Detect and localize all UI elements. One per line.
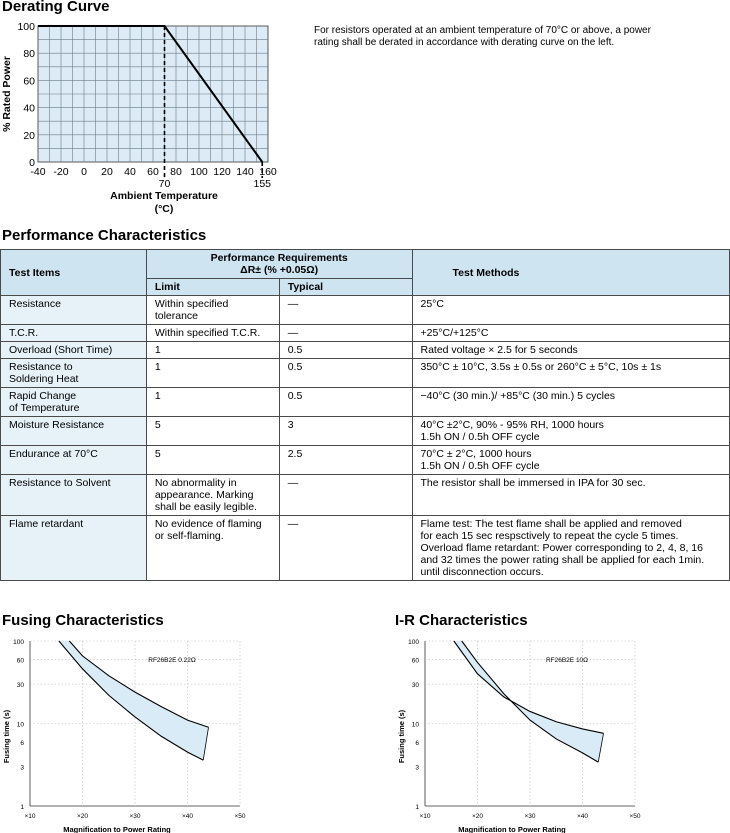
cell-typical: 2.5 xyxy=(279,446,412,475)
x-tick-label: 140 xyxy=(236,166,254,178)
cell-test-method: 25°C xyxy=(412,296,730,325)
cell-test-item: Rapid Change of Temperature xyxy=(1,388,147,417)
y-axis-label: Fusing time (s) xyxy=(2,709,11,764)
legend-label: RF26B2E 10Ω xyxy=(545,657,589,664)
cell-limit: 1 xyxy=(146,342,279,359)
table-row xyxy=(1,359,730,388)
y-tick-label: 60 xyxy=(411,657,419,665)
cell-test-method: +25°C/+125°C xyxy=(412,325,730,342)
cell-typical: 0.5 xyxy=(279,359,412,388)
fusing-title: Fusing Characteristics xyxy=(2,612,164,629)
x-axis-label: Magnification to Power Rating xyxy=(63,825,171,833)
x-tick-label: 100 xyxy=(190,166,208,178)
cell-test-item: Flame retardant xyxy=(1,516,147,581)
cell-test-method: −40°C (30 min.)/ +85°C (30 min.) 5 cycles xyxy=(412,388,730,417)
x-tick-label: 120 xyxy=(213,166,231,178)
cell-limit: 5 xyxy=(146,446,279,475)
y-tick-label: 60 xyxy=(23,75,35,88)
cell-limit: 1 xyxy=(146,359,279,388)
cell-limit: No evidence of flaming or self-flaming. xyxy=(146,516,279,581)
header-requirements-line1: Performance Requirements xyxy=(210,252,348,264)
cell-test-item: Moisture Resistance xyxy=(1,417,147,446)
table-row xyxy=(1,325,730,342)
derating-chart xyxy=(0,15,300,240)
cell-typical: 3 xyxy=(279,417,412,446)
y-tick-label: 30 xyxy=(16,682,24,690)
y-tick-label: 10 xyxy=(411,721,419,729)
table-row xyxy=(1,296,730,325)
header-performance-requirements xyxy=(146,250,412,279)
x-tick-label: ×20 xyxy=(76,813,89,820)
x-tick-label: 60 xyxy=(147,166,159,178)
x-tick-label: ×30 xyxy=(524,813,536,820)
header-test-items: Test Items xyxy=(1,250,147,296)
x-tick-label: ×50 xyxy=(234,813,246,820)
x-tick-label: ×50 xyxy=(629,813,641,820)
y-tick-label: 30 xyxy=(411,682,419,690)
x-tick-label: ×20 xyxy=(471,813,484,820)
cell-test-item: Overload (Short Time) xyxy=(1,342,147,359)
y-tick-label: 6 xyxy=(20,739,24,747)
table-row xyxy=(1,516,730,581)
x-tick-label: ×10 xyxy=(419,813,431,820)
cell-test-method: Flame test: The test flame shall be applied and removed for each 15 sec respsctively to repeat the cycle 5 times. Overload flame retardant: Power corresponding to 2, 4, 8, 16 and 32 times the power rating shall be applied for each 1min. until disconnection occurs. xyxy=(412,516,730,581)
header-limit: Limit xyxy=(146,279,279,296)
y-tick-label: 80 xyxy=(23,48,35,61)
y-tick-label: 60 xyxy=(16,657,24,665)
y-tick-label: 20 xyxy=(23,129,35,142)
y-tick-label: 10 xyxy=(16,721,24,729)
y-tick-label: 3 xyxy=(415,764,419,772)
y-tick-label: 100 xyxy=(17,21,35,33)
table-row xyxy=(1,475,730,516)
ir-title: I-R Characteristics xyxy=(395,612,528,629)
cell-typical: — xyxy=(279,296,412,325)
y-tick-label: 1 xyxy=(415,804,419,811)
y-tick-label: 100 xyxy=(408,639,419,646)
x-axis-label: Magnification to Power Rating xyxy=(458,825,566,833)
cell-limit: No abnormality in appearance. Marking shall be easily legible. xyxy=(146,475,279,516)
cell-limit: Within specified tolerance xyxy=(146,296,279,325)
cell-typical: 0.5 xyxy=(279,342,412,359)
cell-limit: 5 xyxy=(146,417,279,446)
x-tick-label: -40 xyxy=(30,166,46,178)
legend-label: RF26B2E 0.22Ω xyxy=(148,657,196,664)
table-row xyxy=(1,417,730,446)
table-row xyxy=(1,446,730,475)
derating-ylabel: % Rated Power xyxy=(1,56,13,132)
x-tick-label: 160 xyxy=(259,166,277,178)
y-axis-label: Fusing time (s) xyxy=(397,709,406,764)
derating-note: For resistors operated at an ambient temperature of 70°C or above, a power rating shall be derated in accordance with derating curve on the left. xyxy=(314,25,651,48)
x-tick-label: 20 xyxy=(101,166,113,178)
cell-test-item: T.C.R. xyxy=(1,325,147,342)
x-tick-label: ×10 xyxy=(24,813,36,820)
table-row xyxy=(1,342,730,359)
y-tick-label: 0 xyxy=(29,157,35,169)
marker-label: 155 xyxy=(253,178,272,190)
cell-test-item: Endurance at 70°C xyxy=(1,446,147,475)
cell-typical: — xyxy=(279,475,412,516)
ir-chart xyxy=(395,633,645,833)
x-tick-label: 40 xyxy=(124,166,136,178)
x-tick-label: -20 xyxy=(53,166,69,178)
y-tick-label: 1 xyxy=(20,804,24,811)
derating-xlabel: Ambient Temperature xyxy=(110,190,218,202)
cell-typical: — xyxy=(279,325,412,342)
y-tick-label: 100 xyxy=(13,639,24,646)
y-tick-label: 3 xyxy=(20,764,24,772)
header-requirements-line2: ΔR± (% +0.05Ω) xyxy=(240,264,319,276)
marker-label: 70 xyxy=(158,178,171,190)
derating-xlabel-unit: (°C) xyxy=(154,203,174,215)
cell-test-method: 70°C ± 2°C, 1000 hours 1.5h ON / 0.5h OFF cycle xyxy=(412,446,730,475)
x-tick-label: ×30 xyxy=(129,813,141,820)
cell-test-method: 40°C ±2°C, 90% - 95% RH, 1000 hours 1.5h ON / 0.5h OFF cycle xyxy=(412,417,730,446)
performance-title: Performance Characteristics xyxy=(2,227,207,244)
performance-table xyxy=(0,249,730,581)
x-tick-label: ×40 xyxy=(576,813,589,820)
cell-test-item: Resistance xyxy=(1,296,147,325)
cell-test-method: 350°C ± 10°C, 3.5s ± 0.5s or 260°C ± 5°C, 10s ± 1s xyxy=(412,359,730,388)
cell-typical: 0.5 xyxy=(279,388,412,417)
derating-title: Derating Curve xyxy=(2,0,110,15)
x-tick-label: 0 xyxy=(81,166,87,178)
fusing-chart xyxy=(0,633,250,833)
cell-limit: 1 xyxy=(146,388,279,417)
cell-test-item: Resistance to Solvent xyxy=(1,475,147,516)
y-tick-label: 6 xyxy=(415,739,419,747)
cell-test-method: The resistor shall be immersed in IPA for 30 sec. xyxy=(412,475,730,516)
header-test-methods: Test Methods xyxy=(412,250,730,296)
x-tick-label: 80 xyxy=(170,166,182,178)
table-row xyxy=(1,388,730,417)
cell-typical: — xyxy=(279,516,412,581)
cell-test-item: Resistance to Soldering Heat xyxy=(1,359,147,388)
cell-limit: Within specified T.C.R. xyxy=(146,325,279,342)
y-tick-label: 40 xyxy=(23,102,35,115)
cell-test-method: Rated voltage × 2.5 for 5 seconds xyxy=(412,342,730,359)
header-typical: Typical xyxy=(279,279,412,296)
x-tick-label: ×40 xyxy=(181,813,194,820)
